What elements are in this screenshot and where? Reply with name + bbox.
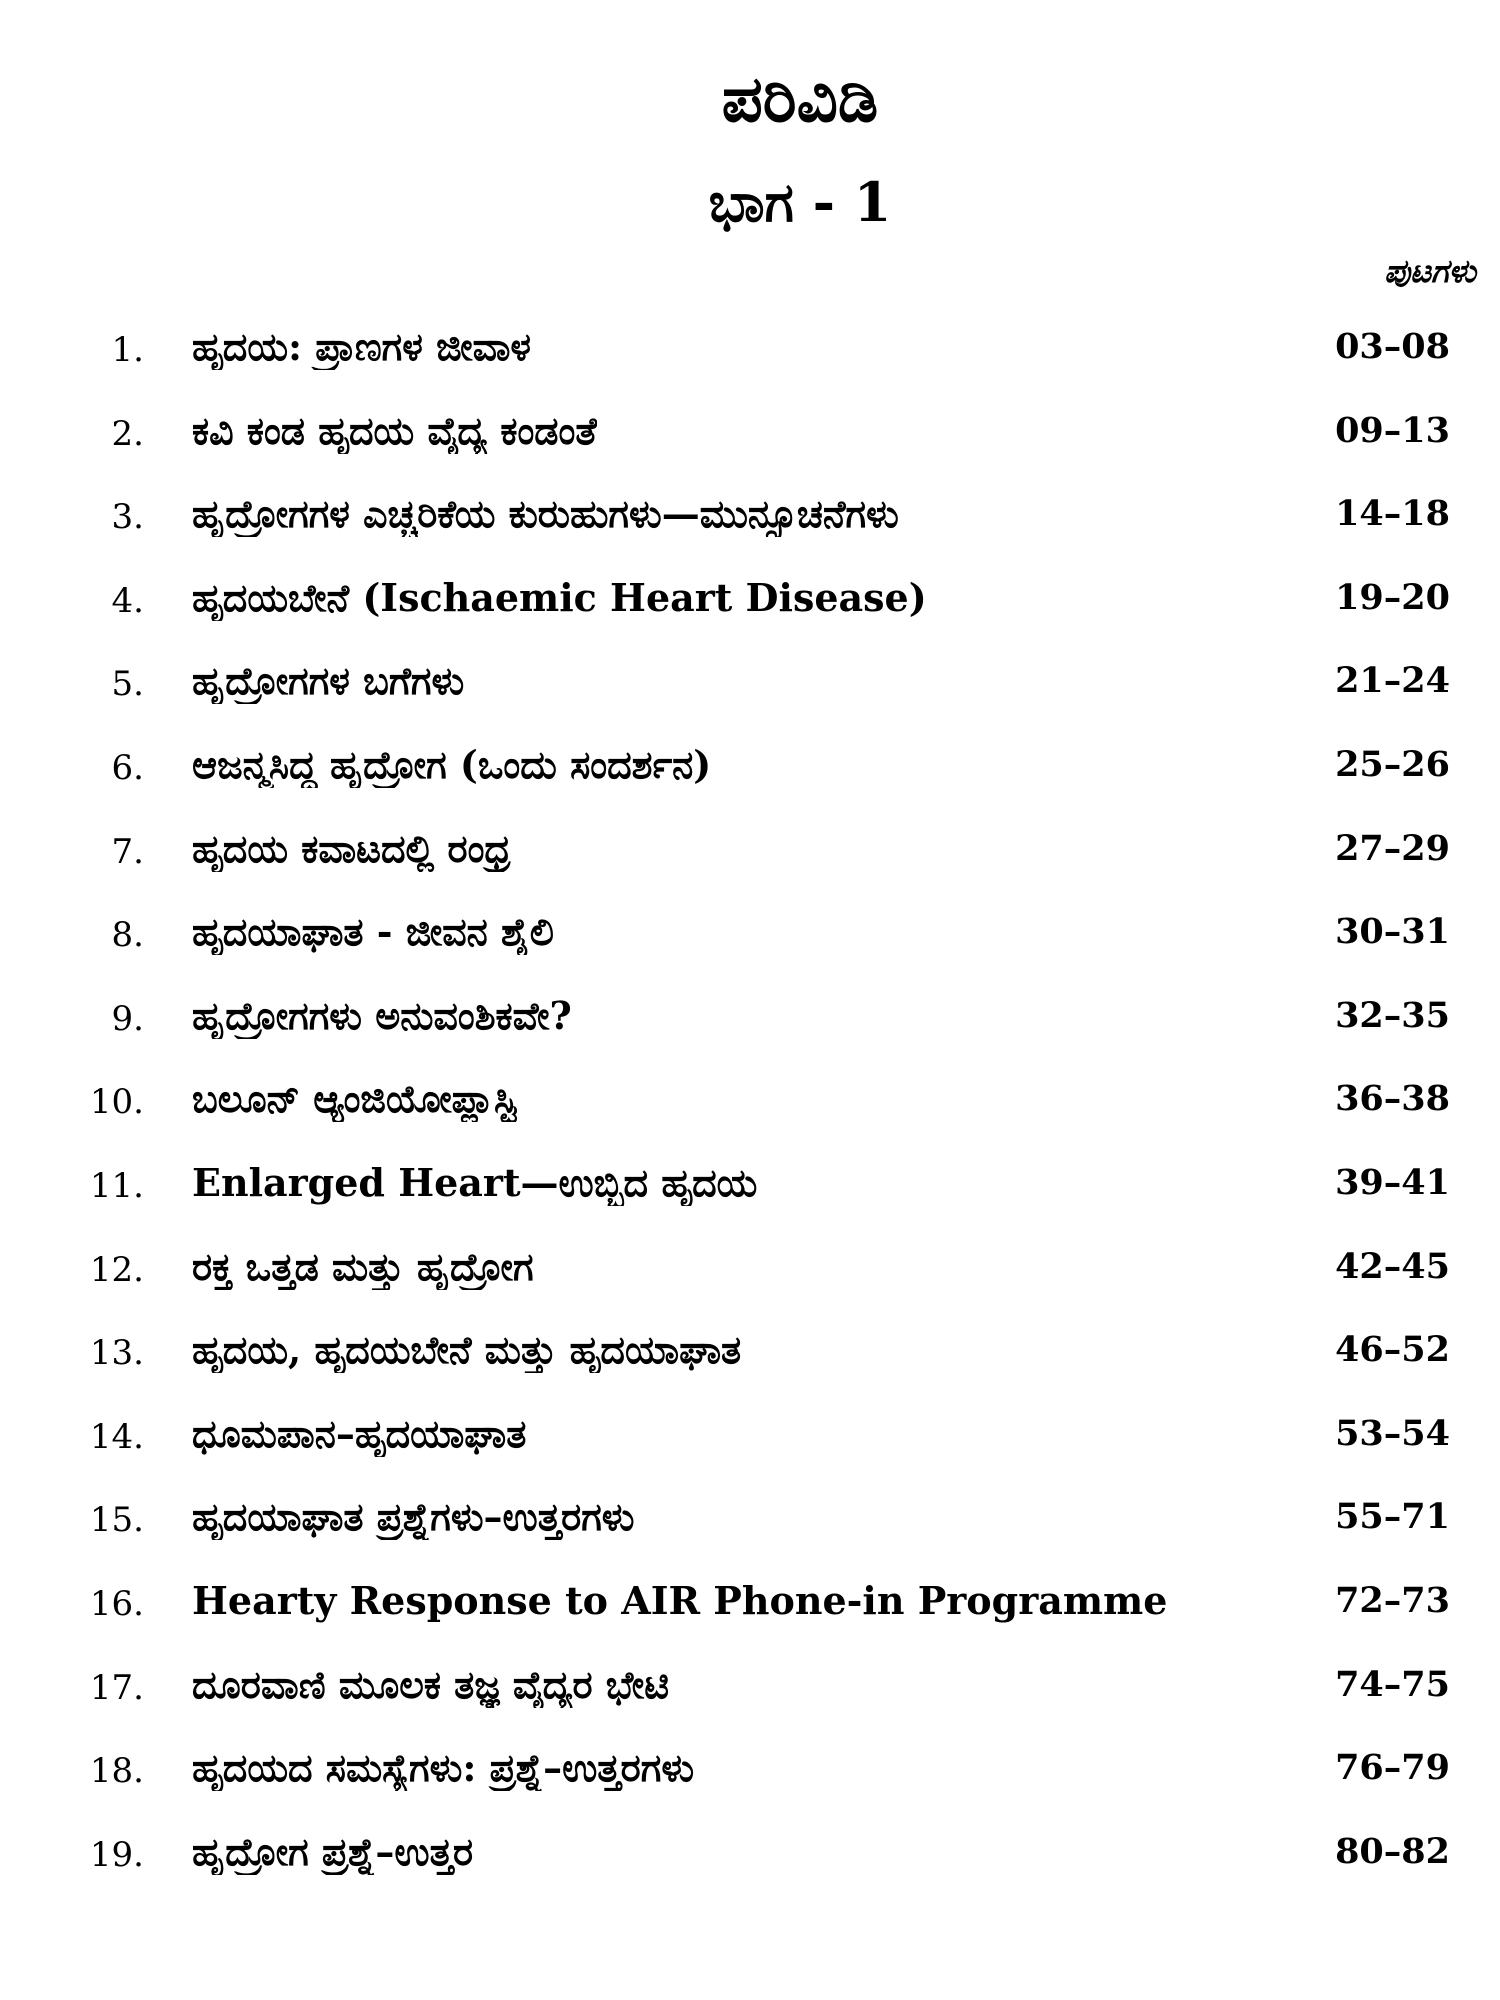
toc-entry (0, 652, 1500, 736)
toc-entry-title: ಹೃದ್ರೋಗಗಳ ಬಗೆಗಳು (192, 658, 465, 704)
toc-entry-title: ದೂರವಾಣಿ ಮೂಲಕ ತಜ್ಞ ವೈದ್ಯರ ಭೇಟಿ (192, 1661, 670, 1707)
toc-entry-pages: 42–45 (1335, 1245, 1450, 1287)
toc-entry-title: ಹೃದಯ, ಹೃದಯಬೇನೆ ಮತ್ತು ಹೃದಯಾಘಾತ (192, 1327, 742, 1373)
toc-entry-title: Enlarged Heart—ಉಬ್ಬಿದ ಹೃದಯ (192, 1159, 758, 1205)
toc-entry-number: 17. (89, 1667, 144, 1708)
toc-entry (0, 1405, 1500, 1489)
toc-entry-pages: 27–29 (1335, 827, 1450, 869)
toc-entry-title: ರಕ್ತ ಒತ್ತಡ ಮತ್ತು ಹೃದ್ರೋಗ (192, 1243, 534, 1289)
toc-entry-pages: 19–20 (1335, 576, 1450, 618)
toc-entry (0, 1238, 1500, 1322)
toc-entry (0, 1739, 1500, 1823)
toc-entry (0, 820, 1500, 904)
toc-entry (0, 987, 1500, 1071)
toc-entry-title: ಬಲೂನ್ ಆ್ಯಂಜಿಯೋಪ್ಲಾಸ್ಟಿ (192, 1076, 517, 1122)
toc-entry-number: 10. (89, 1082, 144, 1123)
toc-entry-number: 4. (111, 580, 144, 621)
toc-entry (0, 1154, 1500, 1238)
toc-entry (0, 903, 1500, 987)
toc-entry-number: 13. (89, 1333, 144, 1374)
toc-entry-number: 18. (89, 1751, 144, 1792)
toc-entry-title: ಹೃದಯಾಘಾತ ಪ್ರಶ್ನೆಗಳು–ಉತ್ತರಗಳು (192, 1494, 635, 1540)
toc-entry-number: 11. (89, 1165, 144, 1206)
toc-entry-title: ಹೃದಯ: ಪ್ರಾಣಗಳ ಜೀವಾಳ (192, 324, 532, 369)
toc-entry-title: ಕವಿ ಕಂಡ ಹೃದಯ ವೈದ್ಯ ಕಂಡಂತೆ (192, 407, 597, 453)
toc-entry (0, 736, 1500, 820)
toc-entry-number: 1. (111, 330, 144, 370)
toc-entry (0, 1488, 1500, 1572)
toc-entry (0, 1070, 1500, 1154)
toc-entry-pages: 80–82 (1335, 1830, 1450, 1872)
toc-entry-number: 15. (89, 1500, 144, 1541)
toc-entry-title: ಹೃದ್ರೋಗ ಪ್ರಶ್ನೆ–ಉತ್ತರ (192, 1828, 474, 1874)
toc-entry-number: 14. (89, 1416, 144, 1457)
toc-entry-pages: 21–24 (1335, 660, 1450, 702)
toc-entry-pages: 14–18 (1335, 493, 1450, 535)
toc-entry-pages: 39–41 (1335, 1161, 1450, 1203)
toc-entry (0, 1572, 1500, 1656)
toc-entry-number: 8. (111, 915, 144, 956)
toc-entry-title: ಆಜನ್ಮಸಿದ್ಧ ಹೃದ್ರೋಗ (ಒಂದು ಸಂದರ್ಶನ) (192, 741, 712, 787)
part-heading: ಭಾಗ - 1 (708, 170, 892, 234)
pages-column-label: ಪುಟಗಳು (1384, 252, 1476, 290)
toc-entry (0, 1656, 1500, 1740)
toc-entry (0, 318, 1500, 402)
toc-entry-pages: 72–73 (1335, 1579, 1450, 1621)
toc-entry-title: ಧೂಮಪಾನ–ಹೃದಯಾಘಾತ (192, 1410, 527, 1456)
toc-entry-number: 19. (89, 1834, 144, 1875)
toc-entry (0, 1321, 1500, 1405)
toc-entry-number: 16. (89, 1583, 144, 1624)
toc-entry-title: ಹೃದ್ರೋಗಗಳ ಎಚ್ಚರಿಕೆಯ ಕುರುಹುಗಳು—ಮುನ್ಸೂಚನೆಗಳು (192, 491, 899, 537)
toc-entry-pages: 46–52 (1335, 1329, 1450, 1371)
toc-entry-pages: 55–71 (1335, 1496, 1450, 1538)
table-of-contents (0, 318, 1500, 1906)
toc-entry (0, 569, 1500, 653)
toc-entry-title: ಹೃದ್ರೋಗಗಳು ಅನುವಂಶಿಕವೇ? (192, 992, 572, 1038)
toc-entry-number: 2. (111, 413, 144, 454)
toc-entry-number: 12. (89, 1249, 144, 1290)
toc-entry-pages: 76–79 (1335, 1747, 1450, 1789)
toc-entry-title: ಹೃದಯಾಘಾತ - ಜೀವನ ಶೈಲಿ (192, 909, 554, 955)
toc-entry-number: 5. (111, 664, 144, 705)
toc-entry-pages: 25–26 (1335, 743, 1450, 785)
toc-entry-pages: 74–75 (1335, 1663, 1450, 1705)
toc-entry-pages: 30–31 (1335, 911, 1450, 953)
toc-entry-number: 9. (111, 998, 144, 1039)
toc-entry-pages: 36–38 (1335, 1078, 1450, 1120)
toc-entry-title: ಹೃದಯ ಕವಾಟದಲ್ಲಿ ರಂಧ್ರ (192, 825, 511, 871)
toc-entry-pages: 53–54 (1335, 1412, 1450, 1454)
toc-entry-pages: 09–13 (1335, 409, 1450, 451)
page-title: ಪರಿವಿಡಿ (721, 62, 879, 137)
toc-entry (0, 485, 1500, 569)
toc-entry-pages: 03–08 (1335, 326, 1450, 367)
toc-entry-number: 3. (111, 497, 144, 538)
toc-entry-title: ಹೃದಯದ ಸಮಸ್ಯೆಗಳು: ಪ್ರಶ್ನೆ–ಉತ್ತರಗಳು (192, 1745, 695, 1791)
toc-entry-title: ಹೃದಯಬೇನೆ (Ischaemic Heart Disease) (192, 574, 927, 620)
toc-entry-number: 6. (111, 747, 144, 788)
toc-entry (0, 1823, 1500, 1907)
toc-entry-title: Hearty Response to AIR Phone-in Programme (192, 1577, 1168, 1623)
toc-entry (0, 402, 1500, 486)
toc-entry-pages: 32–35 (1335, 994, 1450, 1036)
toc-entry-number: 7. (111, 831, 144, 872)
